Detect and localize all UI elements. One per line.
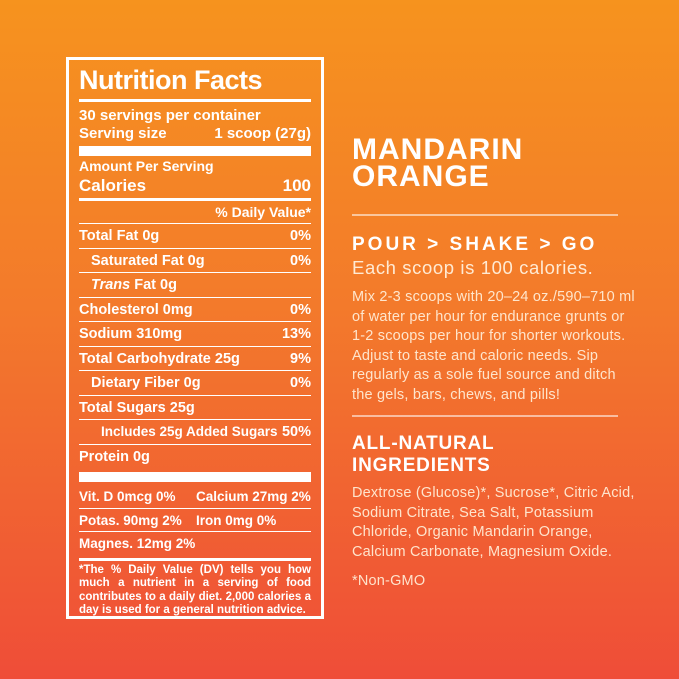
nutrient-dv: 0%: [290, 252, 311, 269]
usage-heading: POUR > SHAKE > GO: [352, 234, 598, 255]
trans-rest: Fat 0g: [130, 277, 177, 293]
micro-left: Potas. 90mg 2%: [79, 512, 182, 528]
micro-row-potassium-iron: [79, 509, 311, 533]
nutrient-label: Total Sugars 25g: [79, 399, 195, 416]
servings-per-container: 30 servings per container: [79, 107, 261, 124]
calories-label: Calories: [79, 176, 147, 195]
nutrition-facts-title: Nutrition Facts: [79, 65, 263, 95]
micro-left: Vit. D 0mcg 0%: [79, 489, 176, 504]
flavor-name: MANDARIN ORANGE: [352, 133, 524, 193]
serving-size-row: [79, 125, 311, 142]
micro-right: [196, 536, 311, 551]
nutrient-row-added-sugars: [79, 420, 311, 445]
nutrient-dv: 0%: [290, 301, 311, 318]
nutrient-row-total-carbohydrate: [79, 347, 311, 372]
nutrient-dv: 0%: [290, 228, 311, 244]
micro-left: Magnes. 12mg 2%: [79, 536, 196, 551]
non-gmo-note: *Non-GMO: [352, 573, 426, 589]
serving-size-label: Serving size: [79, 125, 167, 142]
nutrient-dv: 13%: [281, 326, 311, 342]
trans-italic: Trans: [91, 277, 131, 293]
nutrient-label: Saturated Fat 0g: [91, 252, 205, 269]
serving-size-value: 1 scoop (27g): [214, 125, 311, 142]
micro-row-vitd-calcium: [79, 485, 311, 509]
daily-value-header: % Daily Value*: [79, 201, 311, 224]
micro-right: Iron 0mg 0%: [196, 512, 277, 528]
nutrient-label: Protein 0g: [79, 448, 150, 465]
calories-row: [79, 176, 311, 195]
micronutrients: [79, 485, 311, 555]
nutrient-row-cholesterol: [79, 298, 311, 323]
product-info: [352, 133, 638, 591]
footnote-rule: [79, 558, 311, 561]
flavor-divider: [352, 214, 618, 216]
nutrient-row-protein: [79, 445, 311, 469]
section-bar: [79, 472, 311, 482]
nutrient-label: Sodium 310mg: [79, 326, 183, 342]
nutrient-row-saturated-fat: [79, 249, 311, 274]
ingredients-list: Dextrose (Glucose)*, Sucrose*, Citric Acid, Sodium Citrate, Sea Salt, Potassium Chloride, Organic Mandarin Orange, Calcium Carbonate, Magnesium Oxide.: [352, 485, 635, 560]
usage-instructions: Mix 2-3 scoops with 20–24 oz./590–710 ml of water per hour for endurance grunts or 1-2 scoops per hour for shorter workouts. Adjust to taste and caloric needs. Sip regularly as a sole fuel source and ditch the gels, bars, chews, and pills!: [352, 289, 635, 403]
daily-value-footnote: *The % Daily Value (DV) tells you how much a nutrient in a serving of food contributes to a daily diet. 2,000 calories a day is used for a general nutrition advice.: [79, 563, 311, 616]
section-bar: [79, 146, 311, 156]
calories-value: 100: [282, 176, 311, 195]
nutrient-row-sodium: [79, 322, 311, 347]
nutrient-label: [79, 277, 177, 293]
amount-per-serving-label: Amount Per Serving: [79, 158, 214, 174]
nutrient-dv: 50%: [281, 424, 311, 440]
micro-right: Calcium 27mg 2%: [196, 489, 311, 504]
ingredients-heading: ALL-NATURAL INGREDIENTS: [352, 433, 495, 476]
nutrient-label: Total Carbohydrate 25g: [79, 350, 240, 367]
nutrition-facts-panel: [66, 57, 324, 619]
title-rule: [79, 99, 311, 102]
nutrient-label: Total Fat 0g: [79, 228, 160, 244]
nutrient-label: Dietary Fiber 0g: [91, 375, 201, 391]
nutrient-row-total-sugars: [79, 396, 311, 421]
nutrient-row-trans-fat: [79, 273, 311, 298]
usage-subheading: Each scoop is 100 calories.: [352, 257, 594, 278]
nutrient-label: Includes 25g Added Sugars: [101, 424, 278, 439]
micro-row-magnesium: [79, 532, 311, 555]
nutrient-label: Cholesterol 0mg: [79, 301, 193, 318]
nutrient-row-total-fat: [79, 224, 311, 249]
nutrient-dv: 9%: [290, 350, 311, 367]
nutrient-row-dietary-fiber: [79, 371, 311, 396]
ingredients-divider: [352, 415, 618, 417]
nutrient-dv: 0%: [290, 375, 311, 391]
